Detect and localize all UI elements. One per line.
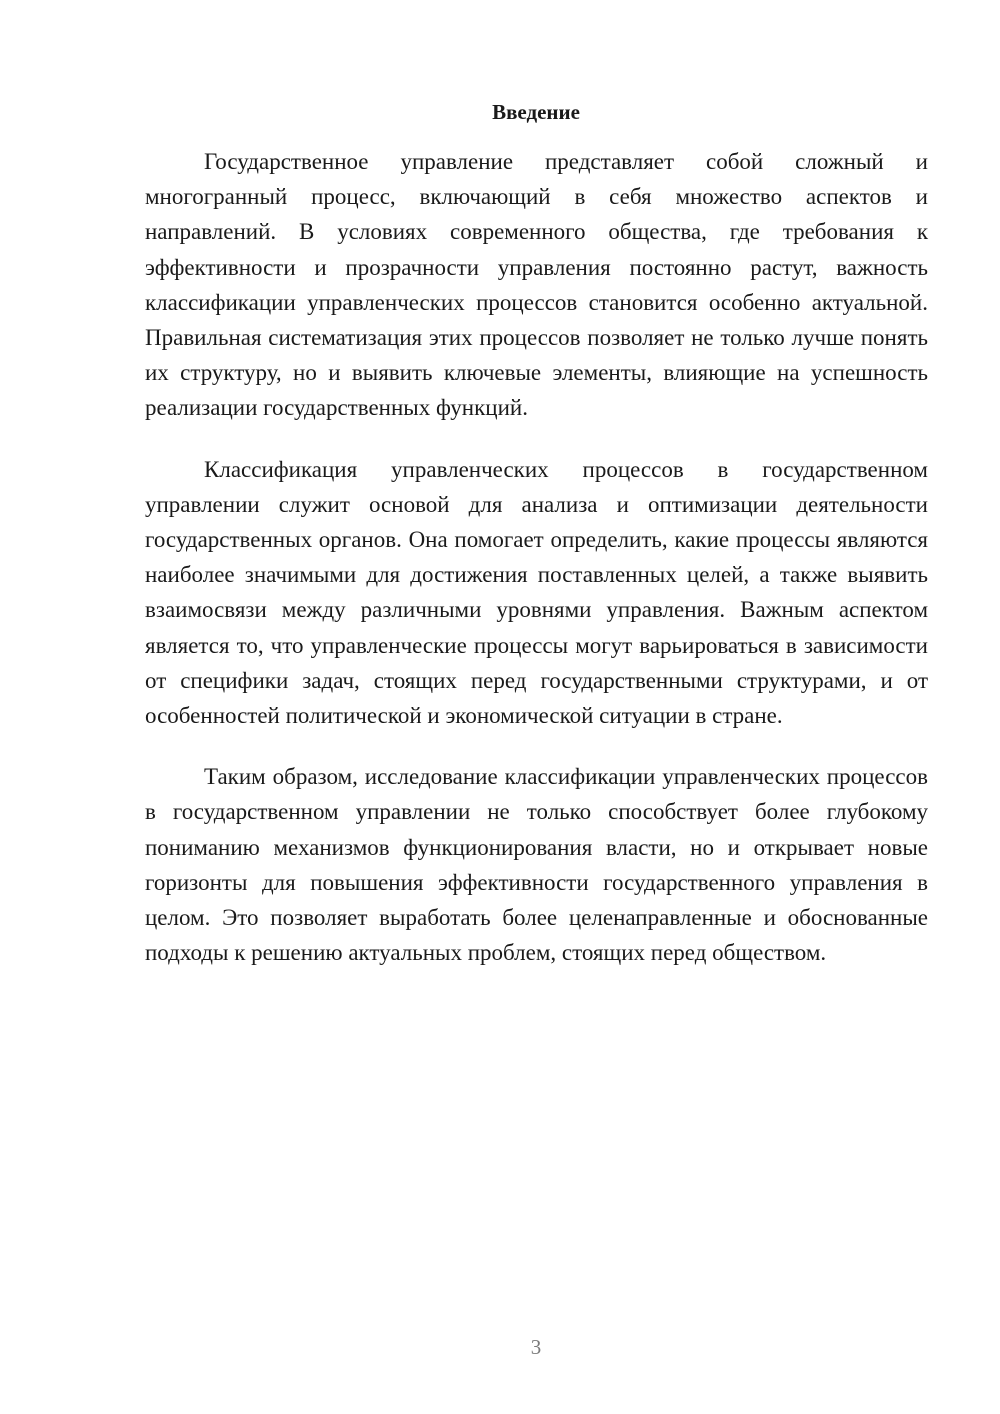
body-text — [145, 144, 928, 996]
paragraph-3: Таким образом, исследование классификации управленческих процессов в государственном управлении не только способствует более глубокому пониманию механизмов функционирования власти, но и открывает новые горизонты для повышения эффективности государственного управления в целом. Это позволяет выработать более целенаправленные и обоснованные подходы к решению актуальных проблем, стоящих перед обществом. — [145, 764, 928, 966]
paragraph-2: Классификация управленческих процессов в государственном управлении служит основой для анализа и оптимизации деятельности государственных органов. Она помогает определить, какие процессы являются наиболее значимыми для достижения поставленных целей, а также выявить взаимосвязи между различными уровнями управления. Важным аспектом является то, что управленческие процессы могут варьироваться в зависимости от специфики задач, стоящих перед государственными структурами, и от особенностей политической и экономической ситуации в стране. — [145, 456, 928, 729]
paragraph-1: Государственное управление представляет собой сложный и многогранный процесс, включающий в себя множество аспектов и направлений. В условиях современного общества, где требования к эффективности и прозрачности управления постоянно растут, важность классификации управленческих процессов становится особенно актуальной. Правильная систематизация этих процессов позволяет не только лучше понять их структуру, но и выявить ключевые элементы, влияющие на успешность реализации государственных функций. — [145, 149, 928, 421]
page-number: 3 — [530, 1335, 542, 1359]
page-title: Введение — [492, 100, 580, 124]
